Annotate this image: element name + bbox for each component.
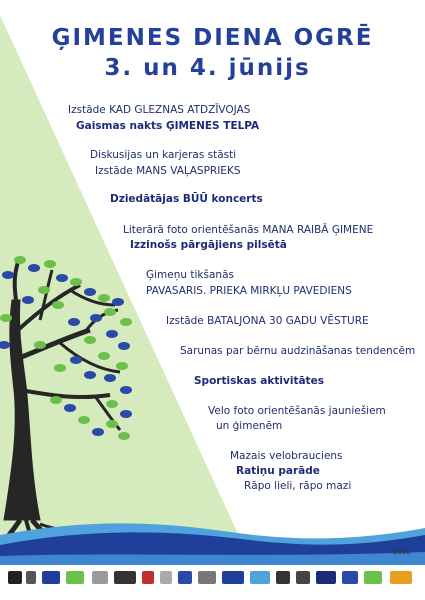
program-item: Literārā foto orientēšanās MANA RAIBĀ ĢIMENE [123, 224, 374, 236]
year-label: 2022 [393, 548, 411, 556]
sponsor-logo-icon [250, 571, 270, 584]
sponsor-logos-bar [0, 565, 425, 600]
program-item: un ģimenēm [216, 420, 283, 432]
program-item: Ratiņu parāde [236, 465, 320, 477]
program-item: Izzinošs pārgājiens pilsētā [130, 239, 287, 251]
program-item: Velo foto orientēšanās jauniešiem [208, 405, 386, 417]
program-item: Mazais velobrauciens [230, 450, 343, 462]
program-item: Ģimeņu tikšanās [146, 269, 234, 281]
sponsor-logo-icon [92, 571, 108, 584]
sponsor-logo-icon [316, 571, 336, 584]
page-title: ĢIMENES DIENA OGRĒ [51, 25, 374, 51]
sponsor-logo-icon [296, 571, 310, 584]
sponsor-logo-icon [42, 571, 60, 584]
program-item: PAVASARIS. PRIEKA MIRKĻU PAVEDIENS [146, 285, 352, 297]
program-item: Gaismas nakts ĢIMENES TELPA [76, 120, 260, 132]
sponsor-logo-icon [198, 571, 216, 584]
program-item: Dziedātājas BŪŪ koncerts [110, 193, 263, 205]
program-item: Sportiskas aktivitātes [194, 375, 324, 387]
sponsor-logo-icon [276, 571, 290, 584]
program-item: Sarunas par bērnu audzināšanas tendencēm [180, 345, 416, 357]
program-item: Diskusijas un karjeras stāsti [90, 149, 237, 161]
sponsor-logo-icon [160, 571, 172, 584]
sponsor-logo-icon [114, 571, 136, 584]
sponsor-logo-icon [390, 571, 412, 584]
sponsor-logo-icon [66, 571, 84, 584]
sponsor-logo-icon [178, 571, 192, 584]
sponsor-logo-icon [8, 571, 22, 584]
page-subtitle-date: 3. un 4. jūnijs [104, 55, 311, 81]
sponsor-logo-icon [142, 571, 154, 584]
program-item: Izstāde BATALJONA 30 GADU VĒSTURE [166, 315, 369, 327]
sponsor-logo-icon [342, 571, 358, 584]
program-item: Izstāde KAD GLEZNAS ATDZĪVOJAS [68, 104, 251, 116]
sponsor-logo-icon [364, 571, 382, 584]
program-item: Rāpo lieli, rāpo mazi [244, 480, 352, 492]
program-item: Izstāde MANS VAĻASPRIEKS [95, 165, 241, 177]
sponsor-logo-icon [26, 571, 36, 584]
sponsor-logo-icon [222, 571, 244, 584]
